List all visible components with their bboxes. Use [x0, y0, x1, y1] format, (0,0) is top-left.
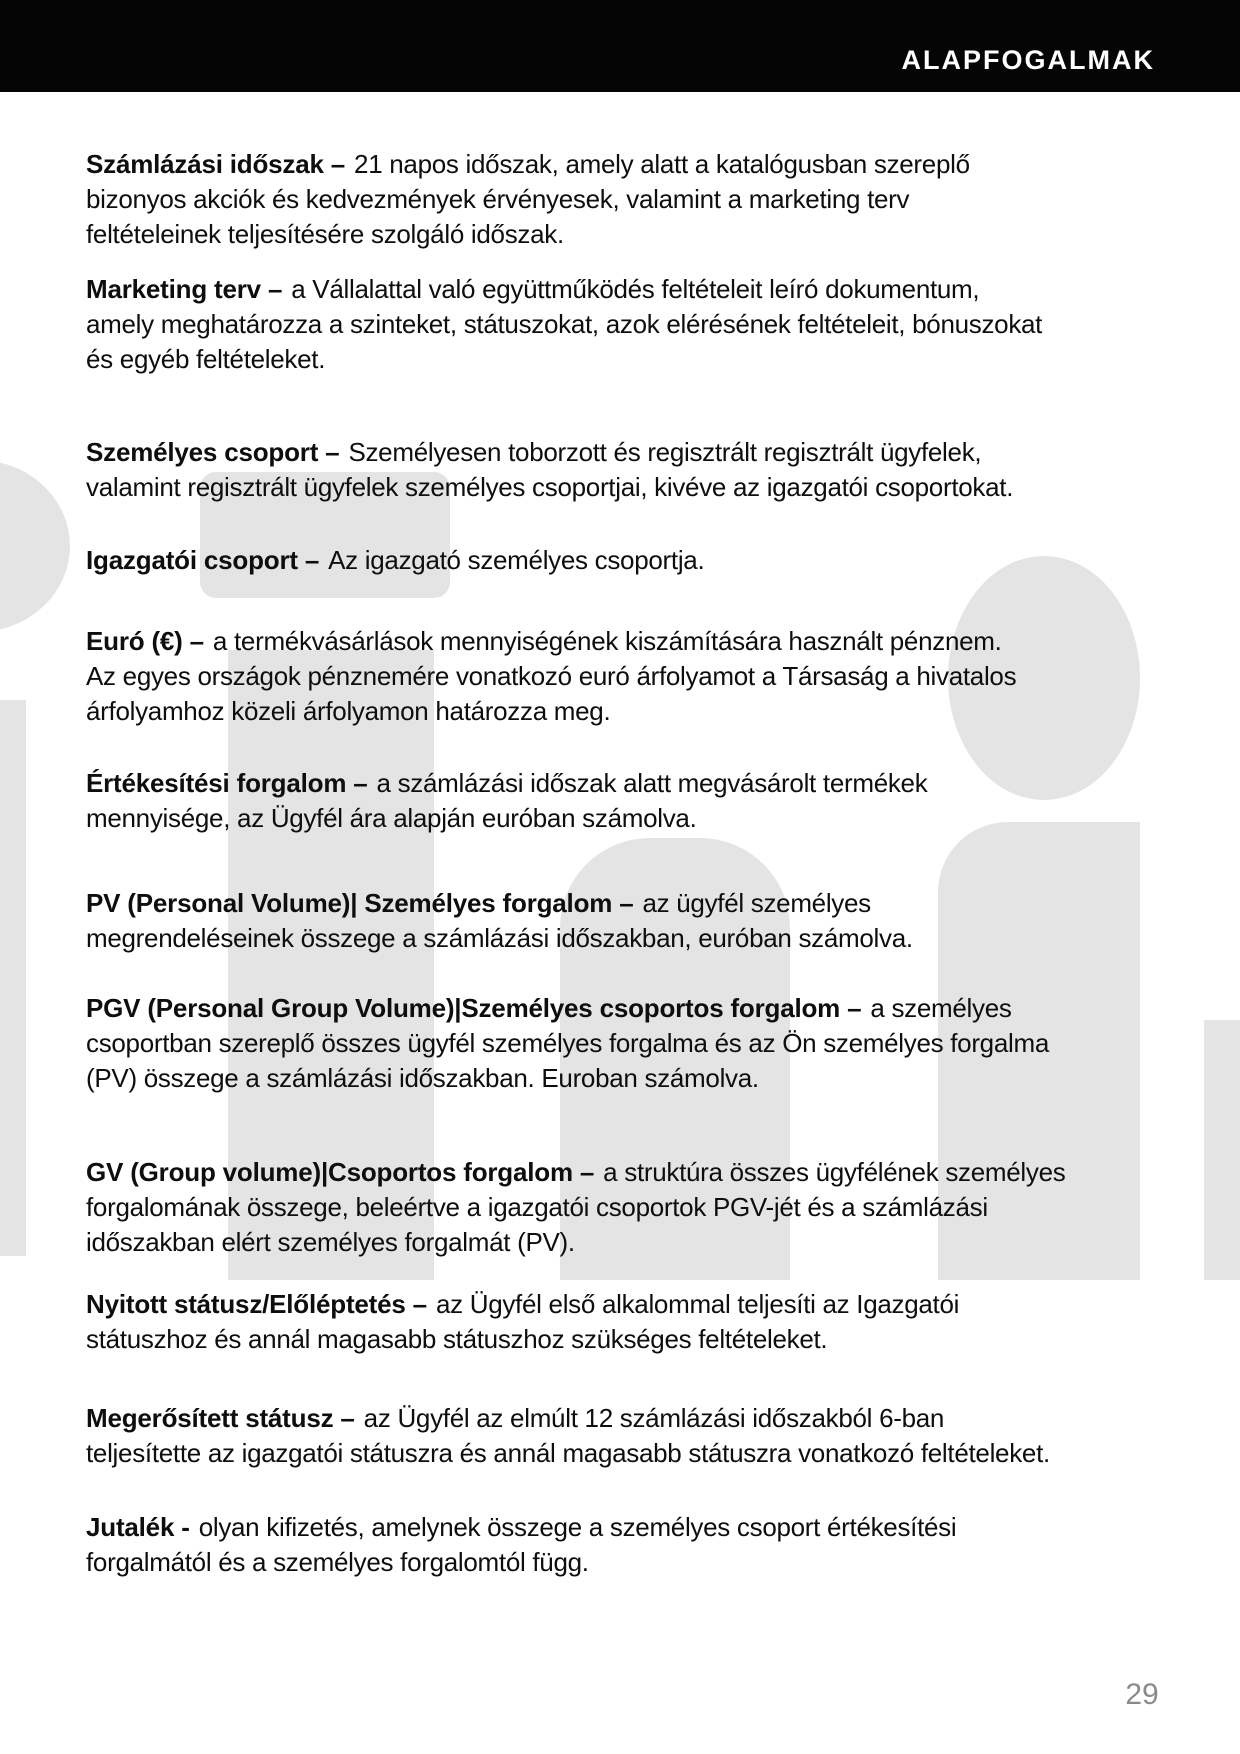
definition-line: Személyesen toborzott és regisztrált regisztrált ügyfelek, — [348, 437, 982, 467]
definition-term: Euró (€) – — [86, 626, 204, 656]
definition-line: az Ügyfél első alkalommal teljesíti az Igazgatói — [435, 1289, 960, 1319]
definition-line: feltételeinek teljesítésére szolgáló időszak. — [86, 219, 564, 249]
definition-line: valamint regisztrált ügyfelek személyes csoportjai, kivéve az igazgatói csoportokat. — [86, 472, 1014, 502]
definition-paragraph — [86, 991, 1210, 1096]
definition-line: és egyéb feltételeket. — [86, 344, 326, 374]
definition-term: Nyitott státusz/Előléptetés – — [86, 1289, 427, 1319]
definition-paragraph — [86, 1401, 1210, 1471]
definition-paragraph — [86, 435, 1210, 505]
definition-line: Az egyes országok pénznemére vonatkozó euró árfolyamot a Társaság a hivatalos — [86, 661, 1017, 691]
definition-paragraph — [86, 1287, 1210, 1357]
definition-line: forgalmától és a személyes forgalomtól függ. — [86, 1547, 589, 1577]
definition-paragraph — [86, 1155, 1210, 1260]
definition-term: PV (Personal Volume)| Személyes forgalom – — [86, 888, 634, 918]
definition-paragraph — [86, 886, 1210, 956]
definition-term: PGV (Personal Group Volume)|Személyes csoportos forgalom – — [86, 993, 862, 1023]
definition-term: Számlázási időszak – — [86, 149, 346, 179]
definition-line: amely meghatározza a szinteket, státuszokat, azok elérésének feltételeit, bónuszokat — [86, 309, 1043, 339]
definition-term: Igazgatói csoport – — [86, 545, 320, 575]
definition-paragraph — [86, 272, 1210, 377]
definition-term: Megerősített státusz – — [86, 1403, 355, 1433]
page-title: ALAPFOGALMAK — [901, 45, 1155, 75]
definition-term: GV (Group volume)|Csoportos forgalom – — [86, 1157, 595, 1187]
definition-line: csoportban szereplő összes ügyfél személyes forgalma és az Ön személyes forgalma — [86, 1028, 1049, 1058]
definition-paragraph — [86, 766, 1210, 836]
definition-paragraph — [86, 543, 1210, 578]
definition-term: Értékesítési forgalom – — [86, 768, 368, 798]
definition-line: a Vállalattal való együttműködés feltételeit leíró dokumentum, — [291, 274, 980, 304]
definition-line: (PV) összege a számlázási időszakban. Euroban számolva. — [86, 1063, 759, 1093]
definition-line: az Ügyfél az elmúlt 12 számlázási időszakból 6-ban — [363, 1403, 945, 1433]
definition-line: időszakban elért személyes forgalmát (PV). — [86, 1227, 575, 1257]
definition-line: megrendeléseinek összege a számlázási időszakban, euróban számolva. — [86, 923, 913, 953]
definition-line: az ügyfél személyes — [642, 888, 871, 918]
definition-line: forgalomának összege, beleértve a igazgatói csoportok PGV-jét és a számlázási — [86, 1192, 988, 1222]
page-number: 29 — [1125, 1678, 1159, 1711]
definition-paragraph — [86, 1510, 1210, 1580]
definition-term: Jutalék - — [86, 1512, 190, 1542]
definition-term: Marketing terv – — [86, 274, 283, 304]
definition-line: olyan kifizetés, amelynek összege a személyes csoport értékesítési — [198, 1512, 957, 1542]
definition-line: a számlázási időszak alatt megvásárolt termékek — [376, 768, 928, 798]
definition-line: státuszhoz és annál magasabb státuszhoz szükséges feltételeket. — [86, 1324, 828, 1354]
definition-term: Személyes csoport – — [86, 437, 340, 467]
definition-line: Az igazgató személyes csoportja. — [328, 545, 705, 575]
definition-paragraph — [86, 147, 1210, 252]
definition-line: teljesítette az igazgatói státuszra és annál magasabb státuszra vonatkozó feltételeket. — [86, 1438, 1050, 1468]
definition-line: árfolyamhoz közeli árfolyamon határozza meg. — [86, 696, 611, 726]
definition-line: a struktúra összes ügyfélének személyes — [603, 1157, 1066, 1187]
definition-line: a termékvásárlások mennyiségének kiszámítására használt pénznem. — [212, 626, 1002, 656]
definition-line: bizonyos akciók és kedvezmények érvényesek, valamint a marketing terv — [86, 184, 910, 214]
definition-line: a személyes — [870, 993, 1012, 1023]
definition-paragraph — [86, 624, 1210, 729]
definition-line: mennyisége, az Ügyfél ára alapján euróban számolva. — [86, 803, 697, 833]
definition-line: 21 napos időszak, amely alatt a katalógusban szereplő — [354, 149, 970, 179]
